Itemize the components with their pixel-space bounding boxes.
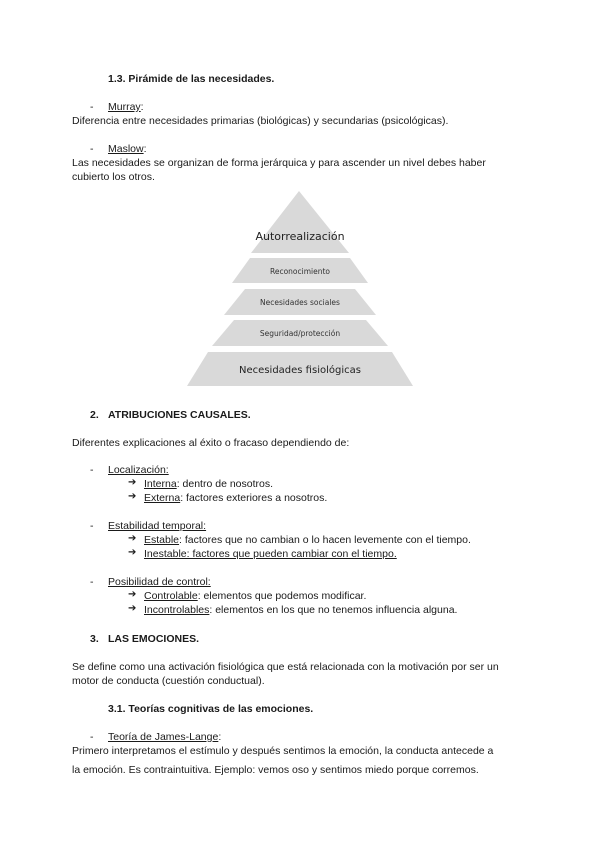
- section-3-text-line-1: Se define como una activación fisiológica que está relacionada con la motivación por ser un: [72, 661, 499, 673]
- control-label: Posibilidad de control:: [108, 576, 211, 588]
- arrow-bullet-icon: ➔: [128, 547, 137, 558]
- maslow-label: Maslow: [108, 143, 144, 155]
- list-dash: -: [90, 731, 94, 743]
- list-dash: -: [90, 143, 94, 155]
- list-dash: -: [90, 101, 94, 113]
- maslow-colon: :: [143, 143, 147, 155]
- maslow-pyramid-diagram: [0, 0, 600, 400]
- arrow-bullet-icon: ➔: [128, 477, 137, 488]
- term-interna: Interna: [144, 478, 177, 490]
- james-lange-label: Teoría de James-Lange: [108, 731, 219, 743]
- section-3-heading: LAS EMOCIONES.: [108, 633, 200, 645]
- maslow-description-line-1: Las necesidades se organizan de forma jerárquica y para ascender un nivel debes haber: [72, 157, 486, 169]
- desc-interna: : dentro de nosotros.: [176, 478, 274, 490]
- james-lange-text-line-2: la emoción. Es contraintuitiva. Ejemplo: vemos oso y sentimos miedo porque corremos.: [72, 764, 479, 776]
- arrow-bullet-icon: ➔: [128, 533, 137, 544]
- section-2-intro: Diferentes explicaciones al éxito o fracaso dependiendo de:: [72, 437, 350, 449]
- term-externa: Externa: [144, 492, 181, 504]
- estabilidad-label: Estabilidad temporal:: [108, 520, 207, 532]
- arrow-bullet-icon: ➔: [128, 491, 137, 502]
- pyramid-label-fisiologicas: Necesidades fisiológicas: [239, 365, 361, 376]
- pyramid-label-sociales: Necesidades sociales: [260, 298, 340, 307]
- estabilidad-item-inestable: Inestable: factores que pueden cambiar con el tiempo.: [144, 548, 397, 560]
- pyramid-label-seguridad: Seguridad/protección: [259, 329, 341, 338]
- desc-estable: : factores que no cambian o lo hacen levemente con el tiempo.: [179, 534, 471, 546]
- section-2-heading: ATRIBUCIONES CAUSALES.: [108, 409, 251, 421]
- term-estable: Estable: [144, 534, 180, 546]
- pyramid-label-autorrealizacion: Autorrealización: [255, 230, 345, 243]
- list-dash: -: [90, 464, 94, 476]
- james-lange-colon: :: [218, 731, 222, 743]
- section-2-number: 2.: [90, 409, 99, 421]
- arrow-bullet-icon: ➔: [128, 589, 137, 600]
- localizacion-label: Localización:: [108, 464, 169, 476]
- list-dash: -: [90, 520, 94, 532]
- term-incontrolables: Incontrolables: [144, 604, 210, 616]
- maslow-description-line-2: cubierto los otros.: [72, 171, 155, 183]
- control-item-incontrolables: [144, 604, 457, 616]
- list-dash: -: [90, 576, 94, 588]
- james-lange-text-line-1: Primero interpretamos el estímulo y después sentimos la emoción, la conducta antecede a: [72, 745, 494, 757]
- term-controlable: Controlable: [144, 590, 198, 602]
- murray-description: Diferencia entre necesidades primarias (biológicas) y secundarias (psicológicas).: [72, 115, 449, 127]
- section-3-text-line-2: motor de conducta (cuestión conductual).: [72, 675, 265, 687]
- estabilidad-item-estable: [144, 534, 471, 546]
- james-lange-label-line: [108, 731, 221, 743]
- desc-incontrolables: : elementos en los que no tenemos influencia alguna.: [209, 604, 458, 616]
- control-item-controlable: [144, 590, 366, 602]
- murray-label: Murray: [108, 101, 141, 113]
- pyramid-label-reconocimiento: Reconocimiento: [269, 267, 331, 276]
- localizacion-item-externa: [144, 492, 327, 504]
- section-1-3-heading: 1.3. Pirámide de las necesidades.: [108, 73, 275, 85]
- section-3-1-heading: 3.1. Teorías cognitivas de las emociones.: [108, 703, 314, 715]
- desc-externa: : factores exteriores a nosotros.: [180, 492, 328, 504]
- murray-colon: :: [140, 101, 144, 113]
- desc-controlable: : elementos que podemos modificar.: [197, 590, 367, 602]
- section-3-number: 3.: [90, 633, 99, 645]
- arrow-bullet-icon: ➔: [128, 603, 137, 614]
- localizacion-item-interna: [144, 478, 273, 490]
- pyramid-level-autorrealizacion: [251, 191, 349, 253]
